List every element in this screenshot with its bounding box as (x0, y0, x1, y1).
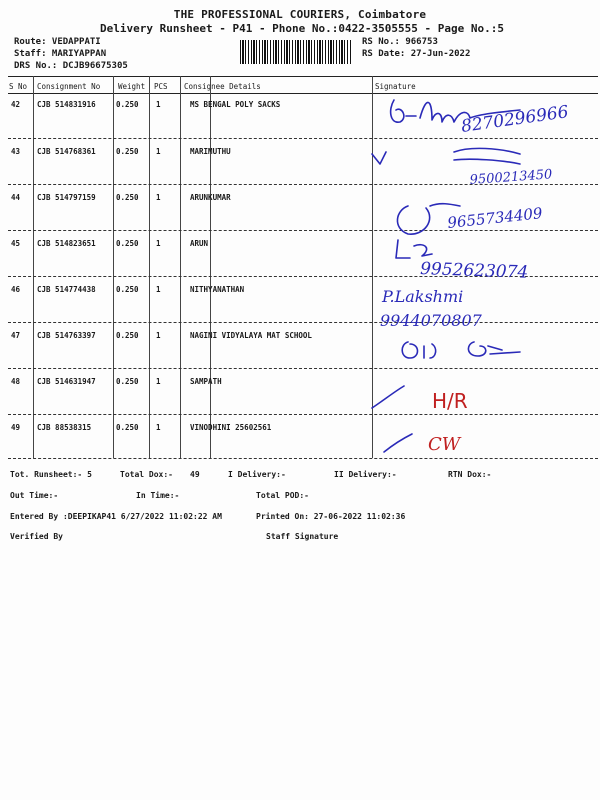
handwritten-signatures (370, 88, 600, 478)
tot-runsheet: Tot. Runsheet:- 5 (10, 470, 92, 479)
row-weight: 0.250 (116, 147, 139, 156)
col-consignee: Consignee Details (184, 82, 261, 91)
row-weight: 0.250 (116, 100, 139, 109)
row-pcs: 1 (156, 377, 161, 386)
total-dox-label: Total Dox:- (120, 470, 173, 479)
row-sno: 48 (11, 377, 21, 386)
row-weight: 0.250 (116, 377, 139, 386)
row-sno: 43 (11, 147, 21, 156)
row-pcs: 1 (156, 285, 161, 294)
handwritten-phone: 9500213450 (469, 167, 553, 188)
handwritten-name: P.Lakshmi (382, 287, 464, 306)
row-consignee: MARIMUTHU (190, 147, 231, 156)
row-sno: 49 (11, 423, 21, 432)
row-pcs: 1 (156, 331, 161, 340)
row-pcs: 1 (156, 193, 161, 202)
col-divider (113, 76, 114, 458)
printed-on: Printed On: 27-06-2022 11:02:36 (256, 512, 406, 521)
col-divider (149, 76, 150, 458)
rs-date: RS Date: 27-Jun-2022 (362, 49, 471, 59)
row-sno: 46 (11, 285, 21, 294)
row-consignee: NAGINI VIDYALAYA MAT SCHOOL (190, 331, 312, 340)
row-consignment: CJB 514831916 (37, 100, 96, 109)
row-consignment: CJB 514774438 (37, 285, 96, 294)
in-time: In Time:- (136, 491, 180, 500)
row-weight: 0.250 (116, 285, 139, 294)
row-consignment: CJB 88538315 (37, 423, 92, 432)
handwritten-phone: 9952623074 (419, 259, 529, 283)
row-pcs: 1 (156, 147, 161, 156)
col-consignment: Consignment No (37, 82, 101, 91)
route-label: Route: VEDAPPATI (14, 37, 101, 47)
col-divider (180, 76, 181, 458)
sheet-subtitle: Delivery Runsheet - P41 - Phone No.:0422-3505555 - Page No.:5 (100, 22, 504, 35)
col-weight: Weight (118, 82, 146, 91)
col-divider (33, 76, 34, 458)
rtn-dox: RTN Dox:- (448, 470, 492, 479)
row-sno: 42 (11, 100, 21, 109)
handwritten-cw: CW (428, 434, 461, 455)
verified-by: Verified By (10, 532, 63, 541)
row-weight: 0.250 (116, 331, 139, 340)
row-pcs: 1 (156, 239, 161, 248)
staff-label: Staff: MARIYAPPAN (14, 49, 107, 59)
col-divider (210, 76, 211, 458)
row-consignee: NITHYANATHAN (190, 285, 245, 294)
row-consignee: ARUN (190, 239, 209, 248)
row-consignment: CJB 514631947 (37, 377, 96, 386)
barcode (240, 40, 352, 64)
ii-delivery: II Delivery:- (334, 470, 397, 479)
row-consignment: CJB 514768361 (37, 147, 96, 156)
row-sno: 45 (11, 239, 21, 248)
i-delivery: I Delivery:- (228, 470, 286, 479)
row-weight: 0.250 (116, 239, 139, 248)
row-consignee: SAMPATH (190, 377, 222, 386)
table-top-rule (8, 76, 598, 77)
row-sno: 47 (11, 331, 21, 340)
entered-by: Entered By :DEEPIKAP41 6/27/2022 11:02:22 AM (10, 512, 222, 521)
handwritten-hr: H/R (432, 389, 468, 413)
drs-number: DRS No.: DCJB96675305 (14, 61, 128, 71)
col-signature: Signature (375, 82, 416, 91)
row-consignment: CJB 514797159 (37, 193, 96, 202)
row-sno: 44 (11, 193, 21, 202)
row-consignee: ARUNKUMAR (190, 193, 231, 202)
handwritten-phone: 9944070807 (380, 311, 482, 330)
staff-signature: Staff Signature (266, 532, 339, 541)
col-sno: S No (9, 82, 28, 91)
out-time: Out Time:- (10, 491, 59, 500)
row-weight: 0.250 (116, 423, 139, 432)
row-consignment: CJB 514823651 (37, 239, 96, 248)
handwritten-phone: 9655734409 (446, 204, 544, 232)
row-consignment: CJB 514763397 (37, 331, 96, 340)
handwritten-phone: 8270296966 (459, 102, 570, 137)
row-consignee: VINODHINI 25602561 (190, 423, 272, 432)
total-pod: Total POD:- (256, 491, 309, 500)
row-weight: 0.250 (116, 193, 139, 202)
total-dox-value: 49 (190, 470, 200, 479)
row-pcs: 1 (156, 423, 161, 432)
row-pcs: 1 (156, 100, 161, 109)
col-pcs: PCS (154, 82, 168, 91)
row-consignee: MS BENGAL POLY SACKS (190, 100, 281, 109)
sheet-title: THE PROFESSIONAL COURIERS, Coimbatore (173, 8, 427, 21)
rs-number: RS No.: 966753 (362, 37, 438, 47)
